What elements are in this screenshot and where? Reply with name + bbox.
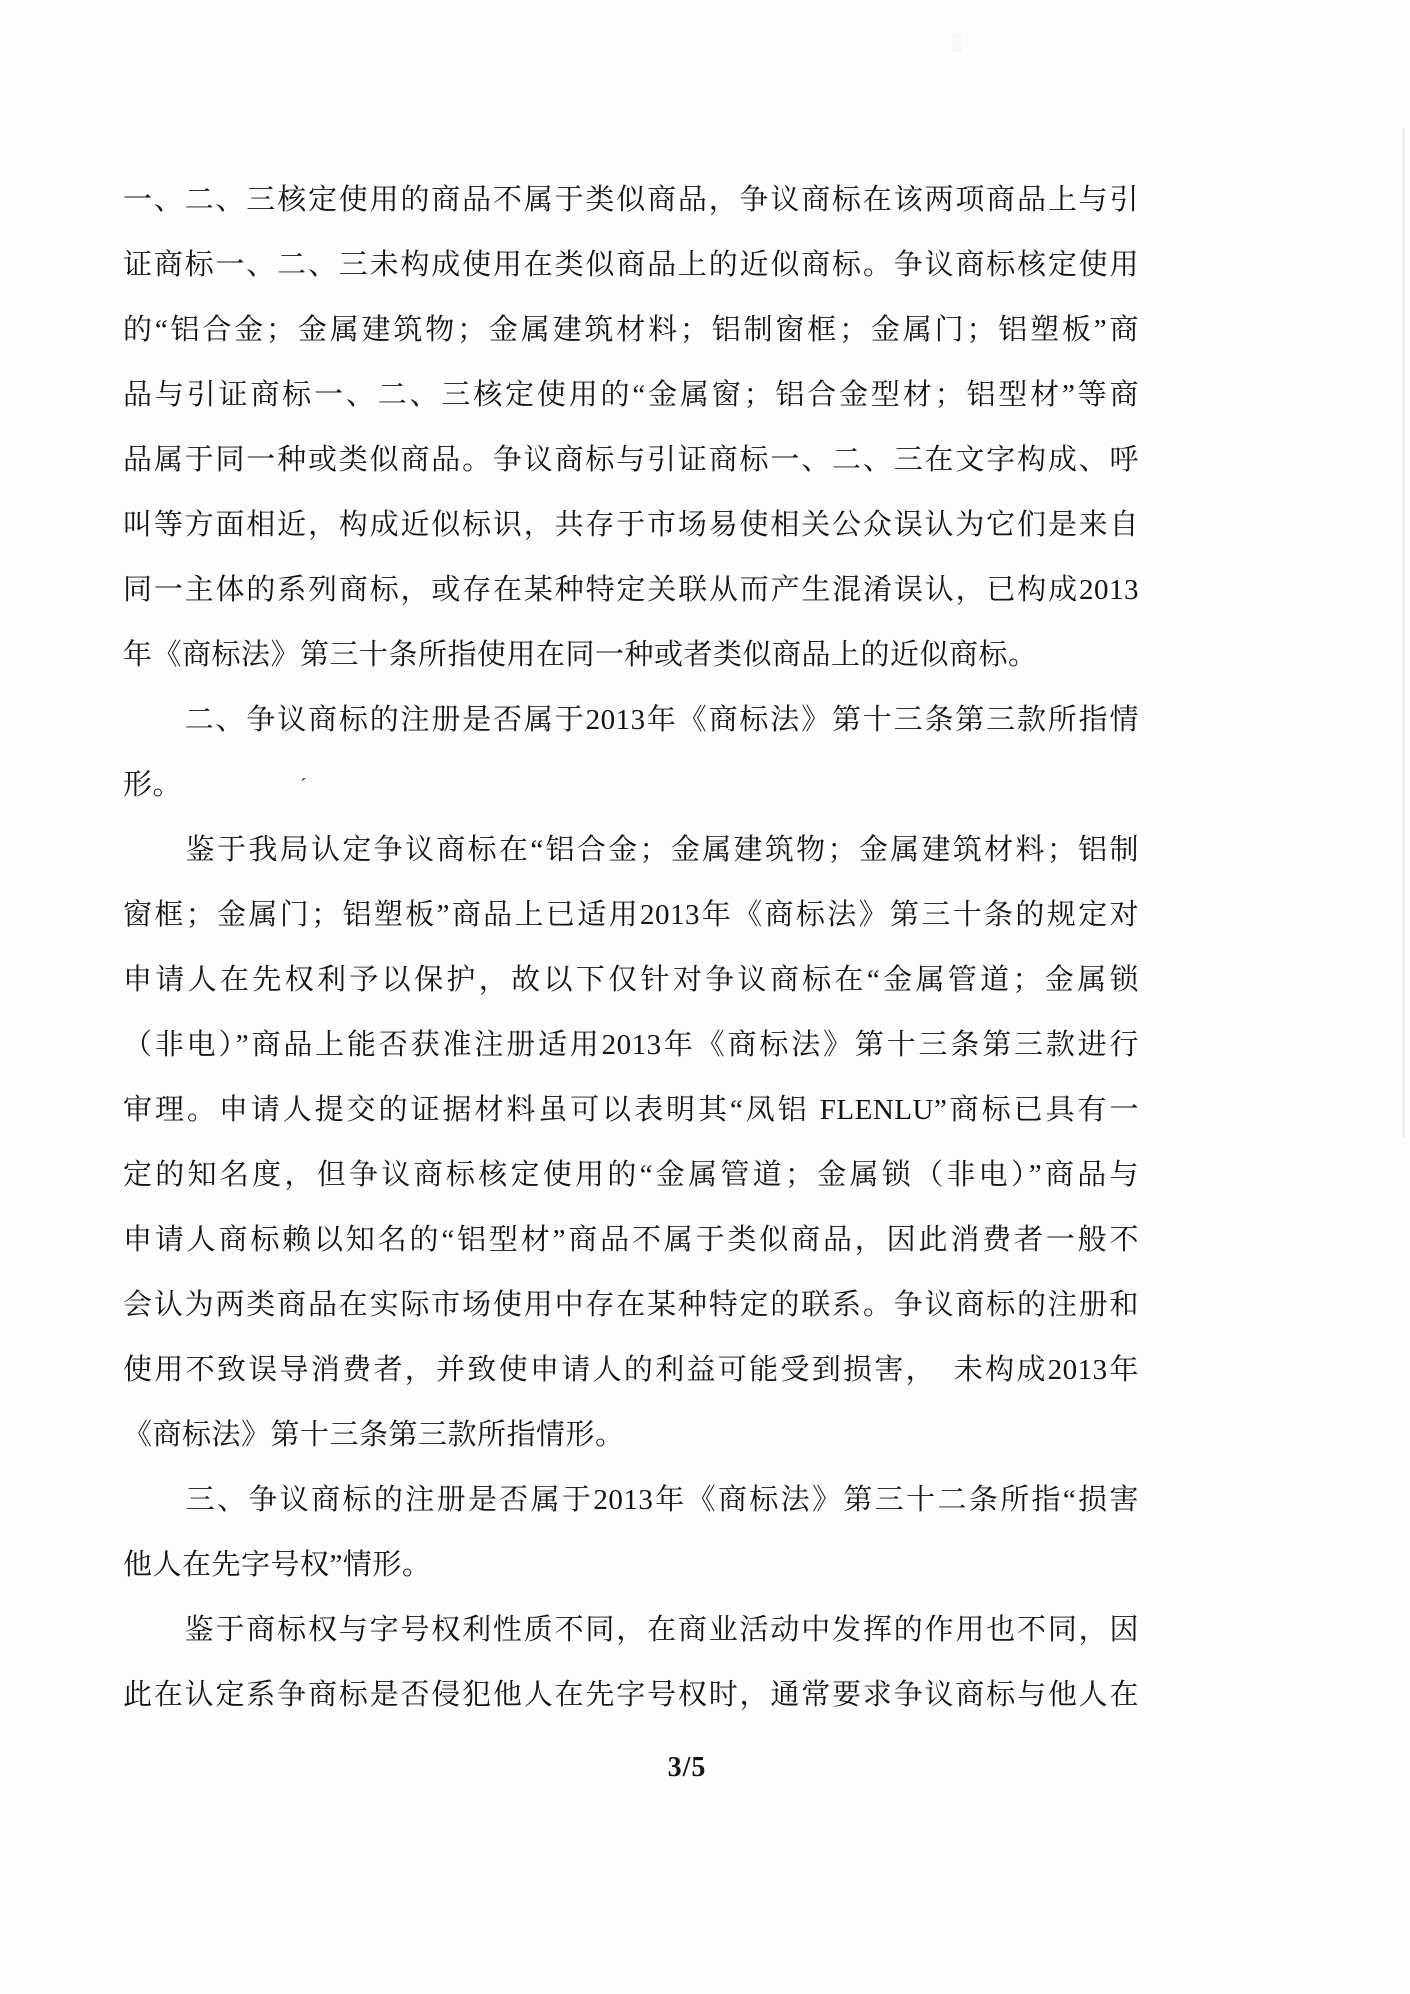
text-line: 证商标一、二、三未构成使用在类似商品上的近似商标。争议商标核定使用 xyxy=(123,249,1139,281)
text-line: （非电）”商品上能否获准注册适用2013年《商标法》第十三条第三款进行 xyxy=(123,1029,1139,1061)
text-line: 年《商标法》第三十条所指使用在同一种或者类似商品上的近似商标。 xyxy=(123,639,1038,671)
text-line: 鉴于商标权与字号权利性质不同，在商业活动中发挥的作用也不同，因 xyxy=(123,1614,1139,1646)
document-body xyxy=(123,168,1139,1728)
text-line: 窗框；金属门；铝塑板”商品上已适用2013年《商标法》第三十条的规定对 xyxy=(123,899,1139,931)
text-line: 定的知名度，但争议商标核定使用的“金属管道；金属锁（非电）”商品与 xyxy=(123,1159,1139,1191)
text-line: 的“铝合金；金属建筑物；金属建筑材料；铝制窗框；金属门；铝塑板”商 xyxy=(123,314,1139,346)
scan-artifact-line xyxy=(1402,128,1405,1138)
text-line: 《商标法》第十三条第三款所指情形。 xyxy=(123,1419,625,1451)
text-line: 鉴于我局认定争议商标在“铝合金；金属建筑物；金属建筑材料；铝制 xyxy=(123,834,1139,866)
text-line: 品与引证商标一、二、三核定使用的“金属窗；铝合金型材；铝型材”等商 xyxy=(123,379,1139,411)
text-line: 叫等方面相近，构成近似标识，共存于市场易使相关公众误认为它们是来自 xyxy=(123,509,1139,541)
text-line: 一、二、三核定使用的商品不属于类似商品，争议商标在该两项商品上与引 xyxy=(123,184,1139,216)
text-line: 三、争议商标的注册是否属于2013年《商标法》第三十二条所指“损害 xyxy=(123,1484,1139,1516)
text-line: 二、争议商标的注册是否属于2013年《商标法》第十三条第三款所指情 xyxy=(123,704,1139,736)
text-line: 此在认定系争商标是否侵犯他人在先字号权时，通常要求争议商标与他人在 xyxy=(123,1679,1139,1711)
text-line: 使用不致误导消费者，并致使申请人的利益可能受到损害， 未构成2013年 xyxy=(123,1354,1139,1386)
scan-speck xyxy=(952,34,962,52)
text-line: 同一主体的系列商标，或存在某种特定关联从而产生混淆误认，已构成2013 xyxy=(123,574,1139,606)
text-line: 申请人在先权利予以保护，故以下仅针对争议商标在“金属管道；金属锁 xyxy=(123,964,1139,996)
page-number: 3/5 xyxy=(667,1752,707,1783)
text-line: 审理。申请人提交的证据材料虽可以表明其“凤铝 FLENLU”商标已具有一 xyxy=(123,1094,1139,1126)
stray-mark: ˊ xyxy=(300,775,307,797)
text-line: 品属于同一种或类似商品。争议商标与引证商标一、二、三在文字构成、呼 xyxy=(123,444,1139,476)
text-line: 他人在先字号权”情形。 xyxy=(123,1549,432,1581)
text-line: 形。 xyxy=(123,769,183,801)
text-line: 会认为两类商品在实际市场使用中存在某种特定的联系。争议商标的注册和 xyxy=(123,1289,1139,1321)
text-line: 申请人商标赖以知名的“铝型材”商品不属于类似商品，因此消费者一般不 xyxy=(123,1224,1139,1256)
